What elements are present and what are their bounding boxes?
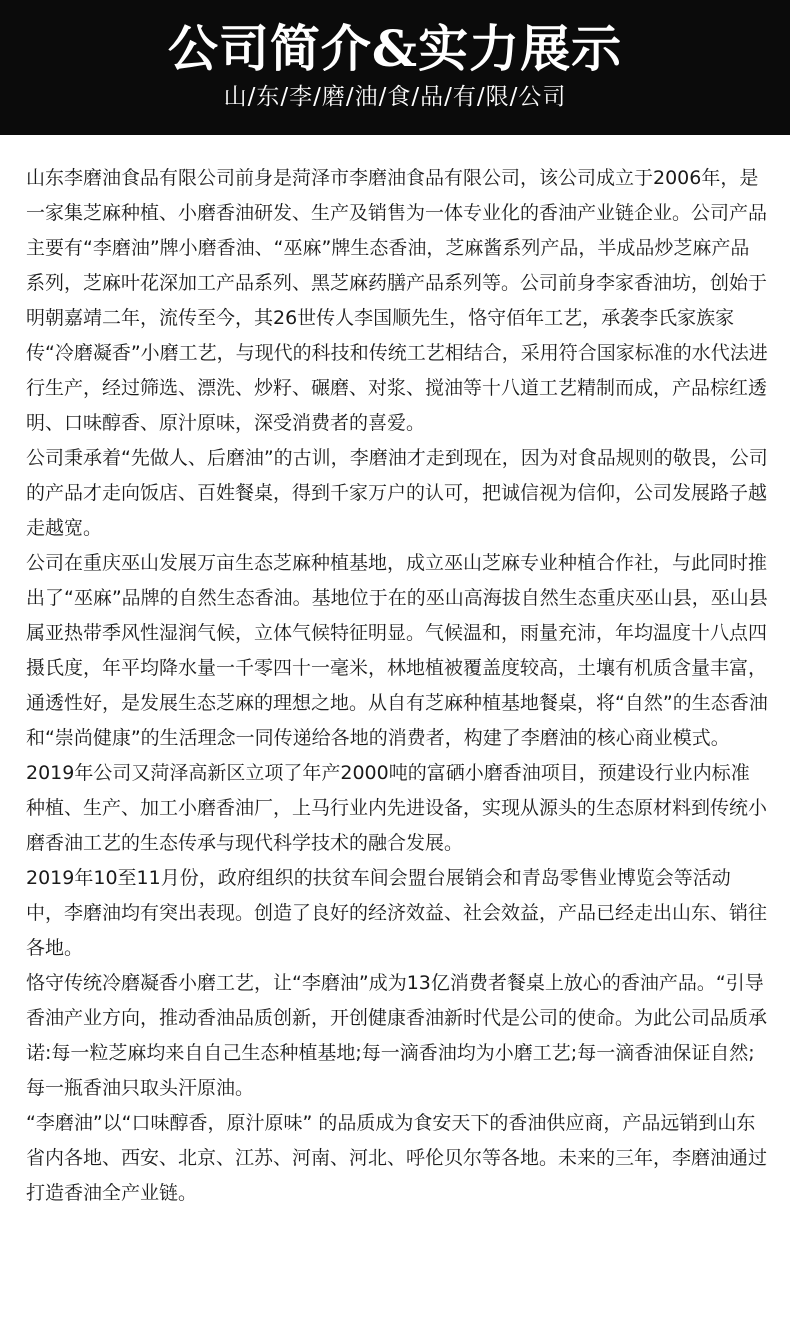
exhibition-paragraph: 2019年10至11月份，政府组织的扶贫车间会盟台展销会和青岛零售业博览会等活动中，李磨油均有突出表现。创造了良好的经济效益、社会效益，产品已经走出山东、销往各地。 [26,867,768,959]
quality-promise-paragraph: 恪守传统冷磨凝香小磨工艺，让“李磨油”成为13亿消费者餐桌上放心的香油产品。“引导香油产业方向，推动香油品质创新，开创健康香油新时代是公司的使命。为此公司品质承诺:每一粒芝麻均来自自己生态种植基地;每一滴香油均为小磨工艺;每一滴香油保证自然;每一瓶香油只取头汗原油。 [26,972,768,1099]
company-intro-text [26,161,768,1211]
page-title: 公司简介&实力展示 [167,19,623,78]
planting-base-paragraph: 公司在重庆巫山发展万亩生态芝麻种植基地，成立巫山芝麻专业种植合作社，与此同时推出了“巫麻”品牌的自然生态香油。基地位于在的巫山高海拔自然生态重庆巫山县，巫山县属亚热带季风性湿润气候，立体气候特征明显。气候温和，雨量充沛，年均温度十八点四摄氏度，年平均降水量一千零四十一毫米，林地植被覆盖度较高，土壤有机质含量丰富，通透性好，是发展生态芝麻的理想之地。从自有芝麻种植基地餐桌，将“自然”的生态香油和“崇尚健康”的生活理念一同传递给各地的消费者，构建了李磨油的核心商业模式。 [26,552,768,749]
company-name-subtitle: 山/东/李/磨/油/食/品/有/限/公司 [223,84,567,110]
philosophy-paragraph: 公司秉承着“先做人、后磨油”的古训，李磨油才走到现在，因为对食品规则的敬畏，公司的产品才走向饭店、百姓餐桌，得到千家万户的认可，把诚信视为信仰，公司发展路子越走越宽。 [26,447,768,539]
header-banner [0,0,790,135]
project-paragraph: 2019年公司又菏泽高新区立项了年产2000吨的富硒小磨香油项目，预建设行业内标准种植、生产、加工小磨香油厂，上马行业内先进设备，实现从源头的生态原材料到传统小磨香油工艺的生态传承与现代科学技术的融合发展。 [26,762,768,854]
intro-paragraph: 山东李磨油食品有限公司前身是菏泽市李磨油食品有限公司，该公司成立于2006年，是一家集芝麻种植、小磨香油研发、生产及销售为一体专业化的香油产业链企业。公司产品主要有“李磨油”牌小磨香油、“巫麻”牌生态香油，芝麻酱系列产品，半成品炒芝麻产品系列，芝麻叶花深加工产品系列、黑芝麻药膳产品系列等。公司前身李家香油坊，创始于明朝嘉靖二年，流传至今，其26世传人李国顺先生，恪守佰年工艺，承袭李氏家族家传“冷磨凝香”小磨工艺，与现代的科技和传统工艺相结合，采用符合国家标准的水代法进行生产，经过筛选、漂洗、炒籽、碾磨、对浆、搅油等十八道工艺精制而成，产品棕红透明、口味醇香、原汁原味，深受消费者的喜爱。 [26,167,768,434]
distribution-paragraph: “李磨油”以“口味醇香，原汁原味” 的品质成为食安天下的香油供应商，产品远销到山东省内各地、西安、北京、江苏、河南、河北、呼伦贝尔等各地。未来的三年，李磨油通过打造香油全产业链。 [26,1112,768,1204]
